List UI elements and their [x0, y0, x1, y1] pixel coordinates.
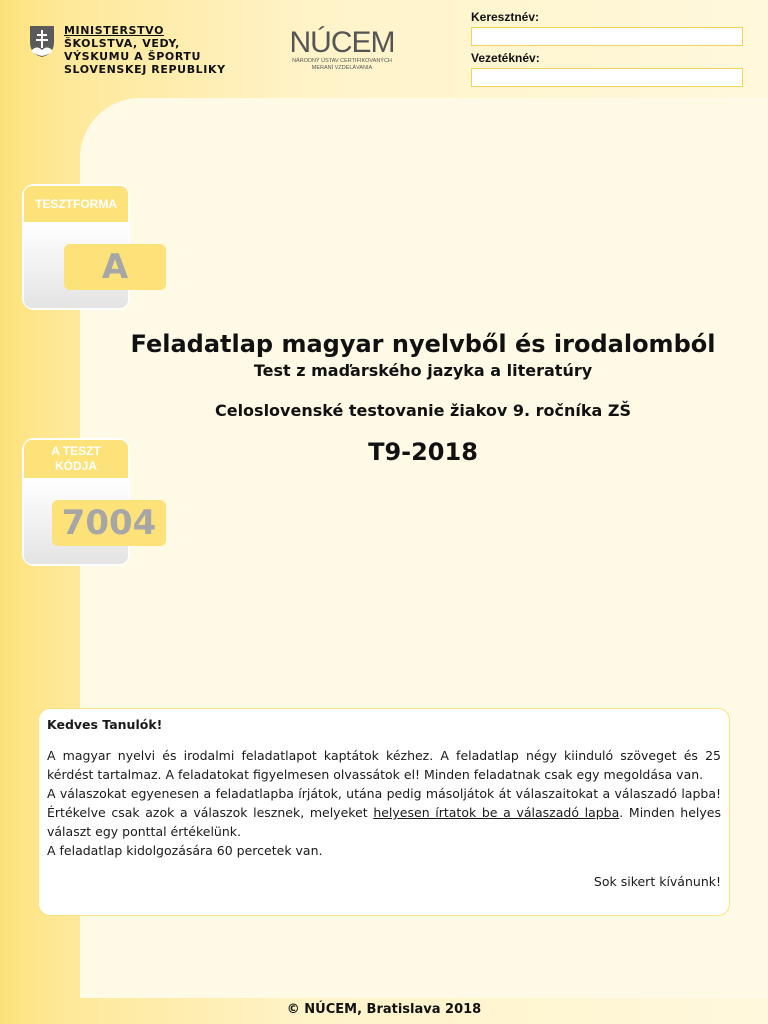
instructions-paragraph — [47, 784, 721, 841]
instructions-signoff: Sok sikert kívánunk! — [593, 874, 721, 889]
instructions-underlined-text: helyesen írtatok be a válaszadó lapba — [373, 805, 620, 820]
ministry-name — [64, 24, 226, 76]
test-form-label: TESZTFORMA — [24, 186, 128, 222]
first-name-field[interactable] — [471, 27, 743, 46]
first-name-label: Keresztnév: — [471, 10, 540, 24]
page-subtitle: Test z maďarského jazyka a literatúry — [253, 361, 593, 380]
test-code-value: 7004 — [52, 500, 166, 546]
test-code-label-line: KÓDJA — [54, 459, 97, 473]
testing-title: Celoslovenské testovanie žiakov 9. ročníka ZŠ — [214, 401, 632, 420]
instructions-paragraph: A magyar nyelvi és irodalmi feladatlapot kaptátok kézhez. A feladatlap négy kiinduló szöveget és 25 kérdést tartalmaz. A feladatokat figyelmesen olvassátok el! Minden feladatnak csak egy megoldása van. — [47, 748, 721, 782]
ministry-logo — [28, 24, 226, 76]
nucem-logo — [286, 28, 398, 72]
instructions-paragraph: A feladatlap kidolgozására 60 percetek van. — [47, 843, 323, 858]
nucem-subtitle: NÁRODNÝ ÚSTAV CERTIFIKOVANÝCH — [292, 58, 392, 64]
ministry-line: ŠKOLSTVA, VEDY, — [64, 37, 180, 50]
instructions-text: . Minden helyes választ egy ponttal értékelünk. — [47, 805, 721, 839]
ministry-line: MINISTERSTVO — [64, 24, 165, 37]
instructions-box — [38, 708, 730, 916]
nucem-subtitle: MERANÍ VZDELÁVANIA — [311, 65, 373, 71]
page-title: Feladatlap magyar nyelvből és irodalomból — [130, 330, 716, 358]
instructions-text: A válaszokat egyenesen a feladatlapba írjátok, utána pedig másoljátok át válaszaitokat a válaszadó lapba! Értékelve csak azok a válaszok lesznek, melyeket — [47, 786, 721, 820]
test-code-label-line: A TESZT — [51, 444, 101, 458]
first-name-group — [471, 10, 743, 46]
footer-copyright: © NÚCEM, Bratislava 2018 — [286, 1002, 482, 1017]
ministry-line: VÝSKUMU A ŠPORTU — [64, 50, 202, 63]
last-name-field[interactable] — [471, 68, 743, 87]
slovak-crest-icon — [28, 24, 56, 58]
last-name-group — [471, 51, 743, 87]
last-name-label: Vezetéknév: — [471, 51, 540, 65]
ministry-line: SLOVENSKEJ REPUBLIKY — [64, 63, 226, 76]
instructions-greeting: Kedves Tanulók! — [47, 717, 163, 732]
nucem-wordmark: NÚCEM — [289, 26, 395, 59]
test-code-title: T9-2018 — [368, 438, 478, 466]
test-form-value: A — [64, 244, 166, 290]
